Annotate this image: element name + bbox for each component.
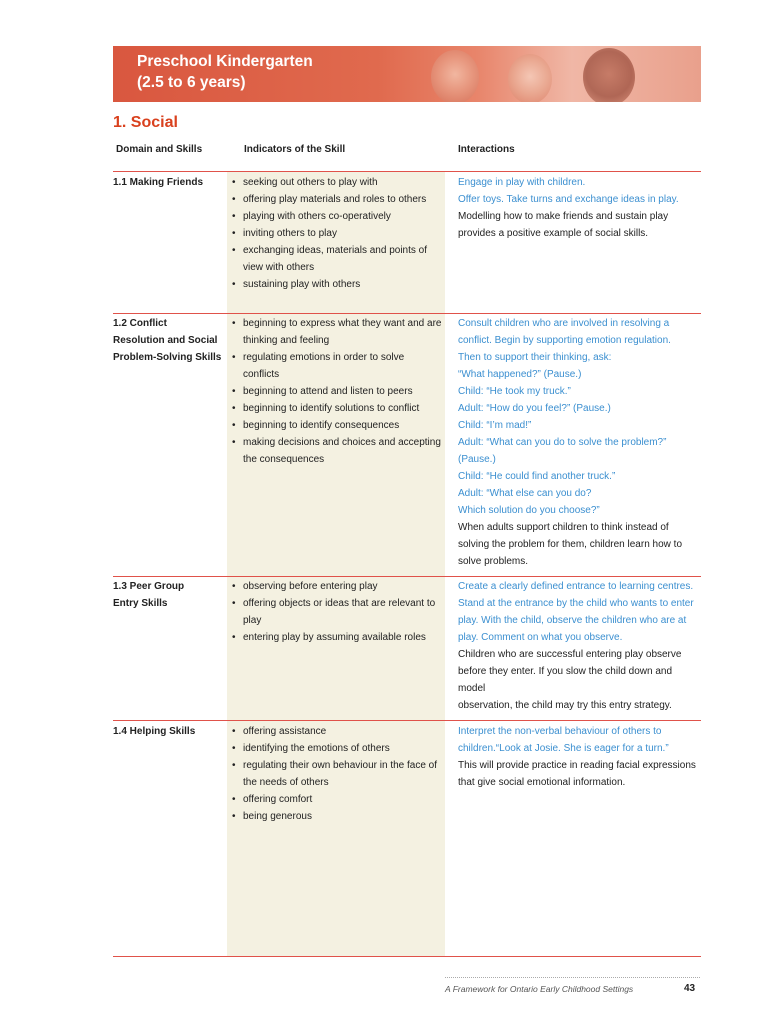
row-divider xyxy=(113,171,701,172)
indicator-item: • regulating their own behaviour in the face of the needs of others xyxy=(232,757,442,791)
domain-label: 1.2 Conflict xyxy=(113,318,167,329)
banner-title-line2: (2.5 to 6 years) xyxy=(137,74,246,91)
interaction-explanation: Children who are successful entering play observe xyxy=(458,649,682,660)
indicator-item: • beginning to identify consequences xyxy=(232,417,442,434)
footer-publication-title: A Framework for Ontario Early Childhood Settings xyxy=(445,984,634,994)
indicator-item: • making decisions and choices and accepting the consequences xyxy=(232,434,442,468)
domain-label: Resolution and Social xyxy=(113,335,218,346)
header-interactions: Interactions xyxy=(458,144,515,155)
row-divider xyxy=(113,313,701,314)
interaction-prompt: Stand at the entrance by the child who wants to enter xyxy=(458,598,694,609)
interaction-prompt: play. With the child, observe the children who are at xyxy=(458,615,687,626)
interaction-prompt: Interpret the non-verbal behaviour of others to xyxy=(458,726,662,737)
interaction-prompt: conflict. Begin by supporting emotion regulation. xyxy=(458,335,671,346)
indicator-item: • sustaining play with others xyxy=(232,276,442,293)
indicator-list xyxy=(232,315,442,468)
page-number: 43 xyxy=(684,983,696,994)
interaction-explanation: Modelling how to make friends and sustain play xyxy=(458,211,669,222)
domain-label: 1.1 Making Friends xyxy=(113,177,204,188)
indicator-item: • being generous xyxy=(232,808,442,825)
child-photo-2 xyxy=(508,54,552,102)
indicator-item: • entering play by assuming available roles xyxy=(232,629,442,646)
banner-title xyxy=(137,51,313,93)
interaction-prompt: Adult: “How do you feel?” (Pause.) xyxy=(458,403,611,414)
indicator-item: • offering assistance xyxy=(232,723,442,740)
indicator-item: • inviting others to play xyxy=(232,225,442,242)
interaction-prompt: Offer toys. Take turns and exchange ideas in play. xyxy=(458,194,679,205)
interaction-prompt: Child: “He could find another truck.” xyxy=(458,471,616,482)
indicator-list xyxy=(232,723,442,825)
indicator-item: • beginning to identify solutions to conflict xyxy=(232,400,442,417)
row-divider xyxy=(113,576,701,577)
child-photo-1 xyxy=(431,50,479,102)
interaction-prompt: Adult: “What can you do to solve the problem?” (Pause.) xyxy=(458,437,667,465)
indicator-item: • playing with others co-operatively xyxy=(232,208,442,225)
indicator-item: • offering objects or ideas that are relevant to play xyxy=(232,595,442,629)
indicator-item: • identifying the emotions of others xyxy=(232,740,442,757)
indicator-item: • offering play materials and roles to others xyxy=(232,191,442,208)
interaction-prompt: Then to support their thinking, ask: xyxy=(458,352,612,363)
interaction-prompt: children.“Look at Josie. She is eager for a turn.” xyxy=(458,743,669,754)
banner-title-line1: Preschool Kindergarten xyxy=(137,53,313,70)
interaction-prompt: Consult children who are involved in resolving a xyxy=(458,318,670,329)
interactions-cell xyxy=(458,723,702,791)
interaction-explanation: solve problems. xyxy=(458,556,529,567)
domain-label: 1.3 Peer Group xyxy=(113,581,185,592)
indicator-item: • exchanging ideas, materials and points of view with others xyxy=(232,242,442,276)
domain-cell xyxy=(113,723,225,740)
domain-label: 1.4 Helping Skills xyxy=(113,726,196,737)
interaction-prompt: Create a clearly defined entrance to learning centres. xyxy=(458,581,694,592)
header-domain: Domain and Skills xyxy=(116,144,203,155)
indicator-item: • offering comfort xyxy=(232,791,442,808)
interaction-prompt: play. Comment on what you observe. xyxy=(458,632,623,643)
interactions-cell xyxy=(458,174,702,242)
interaction-explanation: observation, the child may try this entry strategy. xyxy=(458,700,672,711)
interaction-explanation: provides a positive example of social skills. xyxy=(458,228,649,239)
indicator-list xyxy=(232,578,442,646)
domain-cell xyxy=(113,315,225,366)
footer-dotted-rule xyxy=(445,977,700,978)
interaction-explanation: before they enter. If you slow the child down and model xyxy=(458,666,673,694)
domain-cell xyxy=(113,578,225,612)
header-banner xyxy=(113,46,701,102)
indicator-item: • observing before entering play xyxy=(232,578,442,595)
interaction-prompt: Child: “He took my truck.” xyxy=(458,386,571,397)
interaction-explanation: that give social emotional information. xyxy=(458,777,626,788)
interaction-prompt: “What happened?” (Pause.) xyxy=(458,369,582,380)
domain-label: Entry Skills xyxy=(113,598,168,609)
interaction-explanation: When adults support children to think instead of xyxy=(458,522,669,533)
section-title: 1. Social xyxy=(113,114,178,131)
interactions-cell xyxy=(458,578,702,714)
interaction-prompt: Adult: “What else can you do? xyxy=(458,488,592,499)
indicator-item: • seeking out others to play with xyxy=(232,174,442,191)
indicator-item: • beginning to express what they want and are thinking and feeling xyxy=(232,315,442,349)
header-indicators: Indicators of the Skill xyxy=(244,144,346,155)
indicator-item: • regulating emotions in order to solve conflicts xyxy=(232,349,442,383)
interactions-cell xyxy=(458,315,702,570)
indicator-list xyxy=(232,174,442,293)
interaction-prompt: Which solution do you choose?” xyxy=(458,505,600,516)
domain-label: Problem-Solving Skills xyxy=(113,352,222,363)
interaction-prompt: Child: “I’m mad!” xyxy=(458,420,532,431)
domain-cell xyxy=(113,174,225,191)
indicator-item: • beginning to attend and listen to peers xyxy=(232,383,442,400)
table-bottom-rule xyxy=(113,956,701,957)
interaction-explanation: This will provide practice in reading facial expressions xyxy=(458,760,696,771)
child-photo-3 xyxy=(583,48,635,102)
row-divider xyxy=(113,720,701,721)
interaction-explanation: solving the problem for them, children learn how to xyxy=(458,539,683,550)
interaction-prompt: Engage in play with children. xyxy=(458,177,586,188)
